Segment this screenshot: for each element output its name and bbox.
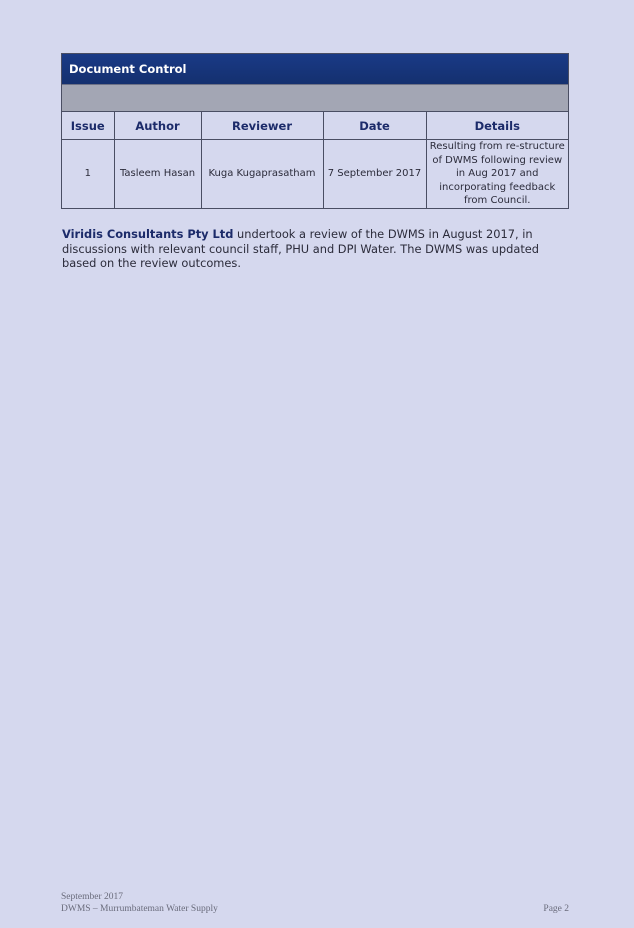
- header-issue: Issue: [62, 112, 114, 140]
- cell-date: 7 September 2017: [323, 140, 426, 208]
- table-row: [62, 140, 568, 208]
- table-header-row: [62, 112, 568, 140]
- page-footer: [61, 891, 569, 915]
- header-reviewer: Reviewer: [201, 112, 323, 140]
- cell-reviewer: Kuga Kugaprasatham: [201, 140, 323, 208]
- document-control-shaded-band: [62, 84, 568, 112]
- footer-document-name: DWMS – Murrumbateman Water Supply: [61, 904, 218, 914]
- cell-issue: 1: [62, 140, 114, 208]
- document-control-title: Document Control: [62, 54, 568, 84]
- cell-details: Resulting from re-structure of DWMS following review in Aug 2017 and incorporating feedback from Council.: [429, 141, 565, 206]
- review-text: undertook a review of the DWMS in August 2017, in discussions with relevant council staff, PHU and DPI Water. The DWMS was updated based on the review outcomes.: [62, 227, 540, 270]
- header-author: Author: [114, 112, 201, 140]
- company-name: Viridis Consultants Pty Ltd: [62, 227, 234, 241]
- header-details: Details: [426, 112, 568, 140]
- review-paragraph: [62, 227, 562, 271]
- footer-date: September 2017: [61, 892, 124, 902]
- document-control-table: [61, 53, 569, 209]
- document-control-grid: [62, 112, 568, 208]
- cell-author: Tasleem Hasan: [114, 140, 201, 208]
- header-date: Date: [323, 112, 426, 140]
- footer-page-number: Page 2: [543, 904, 569, 914]
